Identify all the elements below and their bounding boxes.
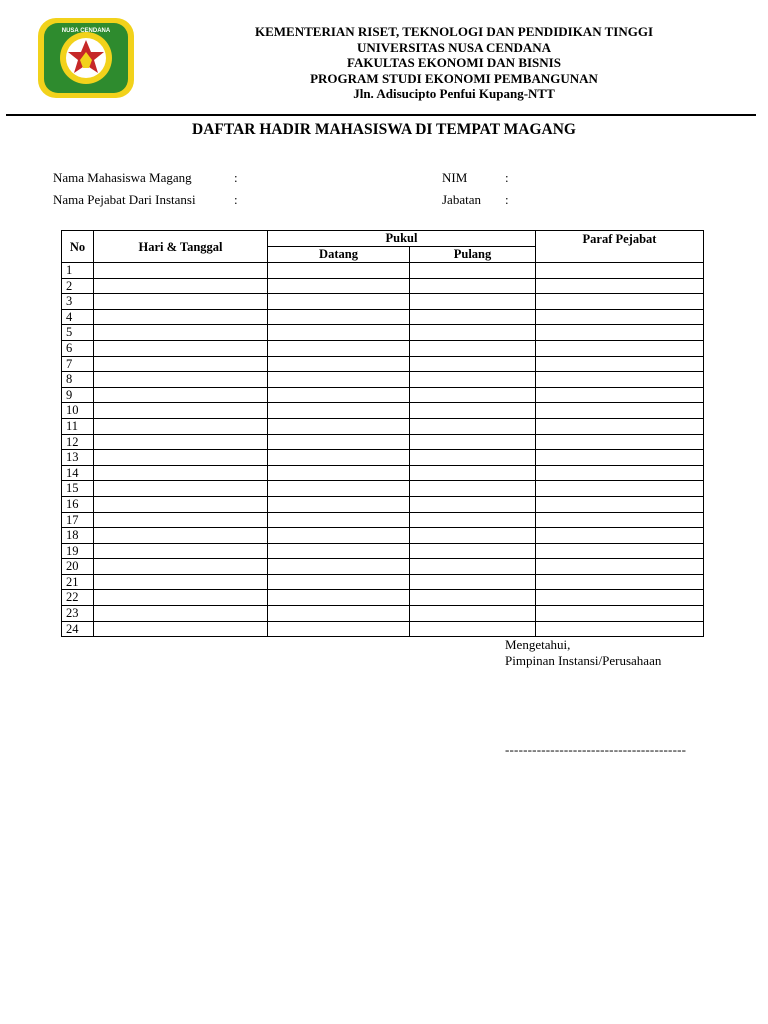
row-number: 7 [62, 356, 94, 372]
date-cell[interactable] [94, 621, 268, 637]
known-label: Mengetahui, [505, 637, 571, 652]
position-label: Jabatan [442, 192, 481, 207]
arrive-cell[interactable] [268, 621, 410, 637]
header-paraf-blank [536, 246, 704, 262]
leave-cell[interactable] [410, 574, 536, 590]
arrive-cell[interactable] [268, 528, 410, 544]
date-cell[interactable] [94, 590, 268, 606]
paraf-cell[interactable] [536, 387, 704, 403]
leave-cell[interactable] [410, 465, 536, 481]
table-row [62, 325, 704, 341]
row-number: 9 [62, 387, 94, 403]
leave-cell[interactable] [410, 496, 536, 512]
row-number: 19 [62, 543, 94, 559]
position-colon: : [505, 192, 509, 207]
arrive-cell[interactable] [268, 403, 410, 419]
signature-block [505, 637, 661, 669]
header-divider [6, 114, 756, 116]
university-name: UNIVERSITAS NUSA CENDANA [356, 39, 552, 55]
paraf-cell[interactable] [536, 294, 704, 310]
arrive-cell[interactable] [268, 543, 410, 559]
arrive-cell[interactable] [268, 309, 410, 325]
paraf-cell[interactable] [536, 450, 704, 466]
paraf-cell[interactable] [536, 559, 704, 575]
row-number: 5 [62, 325, 94, 341]
row-number: 6 [62, 340, 94, 356]
row-number: 8 [62, 372, 94, 388]
table-row [62, 481, 704, 497]
arrive-cell[interactable] [268, 590, 410, 606]
leave-cell[interactable] [410, 621, 536, 637]
table-row [62, 418, 704, 434]
table-row [62, 309, 704, 325]
table-row [62, 387, 704, 403]
leave-cell[interactable] [410, 372, 536, 388]
program-name: PROGRAM STUDI EKONOMI PEMBANGUNAN [310, 70, 598, 86]
paraf-cell[interactable] [536, 418, 704, 434]
table-row [62, 403, 704, 419]
paraf-cell[interactable] [536, 372, 704, 388]
leave-cell[interactable] [410, 590, 536, 606]
table-row [62, 528, 704, 544]
date-cell[interactable] [94, 528, 268, 544]
paraf-cell[interactable] [536, 543, 704, 559]
arrive-cell[interactable] [268, 387, 410, 403]
table-row [62, 263, 704, 279]
arrive-cell[interactable] [268, 465, 410, 481]
leave-cell[interactable] [410, 263, 536, 279]
leave-cell[interactable] [410, 559, 536, 575]
leave-cell[interactable] [410, 403, 536, 419]
table-row [62, 496, 704, 512]
arrive-cell[interactable] [268, 512, 410, 528]
paraf-cell[interactable] [536, 465, 704, 481]
date-cell[interactable] [94, 278, 268, 294]
table-row [62, 278, 704, 294]
leave-cell[interactable] [410, 294, 536, 310]
date-cell[interactable] [94, 543, 268, 559]
nim-colon: : [505, 170, 509, 185]
table-row [62, 294, 704, 310]
paraf-cell[interactable] [536, 481, 704, 497]
paraf-cell[interactable] [536, 512, 704, 528]
date-cell[interactable] [94, 606, 268, 622]
official-name-label: Nama Pejabat Dari Instansi [53, 192, 196, 207]
row-number: 17 [62, 512, 94, 528]
header-arrive: Datang [268, 246, 410, 262]
paraf-cell[interactable] [536, 574, 704, 590]
table-row [62, 356, 704, 372]
document-title: DAFTAR HADIR MAHASISWA DI TEMPAT MAGANG [192, 121, 576, 138]
paraf-cell[interactable] [536, 356, 704, 372]
row-number: 12 [62, 434, 94, 450]
leave-cell[interactable] [410, 434, 536, 450]
date-cell[interactable] [94, 372, 268, 388]
date-cell[interactable] [94, 340, 268, 356]
arrive-cell[interactable] [268, 278, 410, 294]
date-cell[interactable] [94, 481, 268, 497]
nim-label: NIM [442, 170, 468, 185]
arrive-cell[interactable] [268, 434, 410, 450]
leave-cell[interactable] [410, 528, 536, 544]
paraf-cell[interactable] [536, 278, 704, 294]
faculty-name: FAKULTAS EKONOMI DAN BISNIS [347, 55, 561, 70]
paraf-cell[interactable] [536, 621, 704, 637]
row-number: 13 [62, 450, 94, 466]
row-number: 22 [62, 590, 94, 606]
leave-cell[interactable] [410, 418, 536, 434]
paraf-cell[interactable] [536, 340, 704, 356]
leave-cell[interactable] [410, 325, 536, 341]
date-cell[interactable] [94, 263, 268, 279]
svg-text:NUSA CENDANA: NUSA CENDANA [61, 28, 111, 34]
date-cell[interactable] [94, 325, 268, 341]
university-logo [36, 16, 136, 100]
arrive-cell[interactable] [268, 325, 410, 341]
address: Jln. Adisucipto Penfui Kupang-NTT [353, 86, 555, 101]
row-number: 23 [62, 606, 94, 622]
arrive-cell[interactable] [268, 418, 410, 434]
leave-cell[interactable] [410, 512, 536, 528]
date-cell[interactable] [94, 309, 268, 325]
date-cell[interactable] [94, 418, 268, 434]
leave-cell[interactable] [410, 543, 536, 559]
arrive-cell[interactable] [268, 294, 410, 310]
row-number: 2 [62, 278, 94, 294]
date-cell[interactable] [94, 496, 268, 512]
table-row [62, 512, 704, 528]
leave-cell[interactable] [410, 450, 536, 466]
header-date: Hari & Tanggal [94, 231, 268, 263]
paraf-cell[interactable] [536, 434, 704, 450]
table-row [62, 434, 704, 450]
attendance-table [61, 230, 704, 637]
row-number: 3 [62, 294, 94, 310]
paraf-cell[interactable] [536, 590, 704, 606]
table-row [62, 574, 704, 590]
leave-cell[interactable] [410, 356, 536, 372]
arrive-cell[interactable] [268, 574, 410, 590]
leave-cell[interactable] [410, 340, 536, 356]
table-row [62, 543, 704, 559]
row-number: 21 [62, 574, 94, 590]
date-cell[interactable] [94, 512, 268, 528]
date-cell[interactable] [94, 356, 268, 372]
paraf-cell[interactable] [536, 496, 704, 512]
arrive-cell[interactable] [268, 559, 410, 575]
date-cell[interactable] [94, 403, 268, 419]
arrive-cell[interactable] [268, 356, 410, 372]
date-cell[interactable] [94, 450, 268, 466]
table-row [62, 559, 704, 575]
table-row [62, 621, 704, 637]
date-cell[interactable] [94, 434, 268, 450]
date-cell[interactable] [94, 559, 268, 575]
leave-cell[interactable] [410, 481, 536, 497]
paraf-cell[interactable] [536, 606, 704, 622]
row-number: 14 [62, 465, 94, 481]
table-row [62, 372, 704, 388]
ministry-name: KEMENTERIAN RISET, TEKNOLOGI DAN PENDIDIKAN TINGGI [254, 24, 654, 39]
student-name-label: Nama Mahasiswa Magang [53, 170, 192, 185]
table-row [62, 450, 704, 466]
arrive-cell[interactable] [268, 263, 410, 279]
row-number: 10 [62, 403, 94, 419]
row-number: 4 [62, 309, 94, 325]
row-number: 24 [62, 621, 94, 637]
row-number: 1 [62, 263, 94, 279]
arrive-cell[interactable] [268, 340, 410, 356]
leave-cell[interactable] [410, 387, 536, 403]
leave-cell[interactable] [410, 606, 536, 622]
official-name-colon: : [234, 192, 238, 207]
header-no: No [62, 231, 94, 263]
row-number: 15 [62, 481, 94, 497]
header-time: Pukul [268, 231, 536, 247]
table-row [62, 340, 704, 356]
paraf-cell[interactable] [536, 309, 704, 325]
paraf-cell[interactable] [536, 403, 704, 419]
table-row [62, 590, 704, 606]
date-cell[interactable] [94, 465, 268, 481]
row-number: 20 [62, 559, 94, 575]
leave-cell[interactable] [410, 278, 536, 294]
header-paraf: Paraf Pejabat [536, 231, 704, 247]
letterhead [150, 24, 758, 102]
date-cell[interactable] [94, 294, 268, 310]
paraf-cell[interactable] [536, 263, 704, 279]
row-number: 16 [62, 496, 94, 512]
table-row [62, 465, 704, 481]
arrive-cell[interactable] [268, 372, 410, 388]
table-row [62, 606, 704, 622]
date-cell[interactable] [94, 387, 268, 403]
paraf-cell[interactable] [536, 528, 704, 544]
header-leave: Pulang [410, 246, 536, 262]
paraf-cell[interactable] [536, 325, 704, 341]
arrive-cell[interactable] [268, 481, 410, 497]
student-name-colon: : [234, 170, 238, 185]
arrive-cell[interactable] [268, 496, 410, 512]
leader-label: Pimpinan Instansi/Perusahaan [505, 653, 662, 668]
row-number: 11 [62, 418, 94, 434]
arrive-cell[interactable] [268, 450, 410, 466]
row-number: 18 [62, 528, 94, 544]
date-cell[interactable] [94, 574, 268, 590]
arrive-cell[interactable] [268, 606, 410, 622]
signature-line: ---------------------------------------- [505, 742, 687, 757]
leave-cell[interactable] [410, 309, 536, 325]
